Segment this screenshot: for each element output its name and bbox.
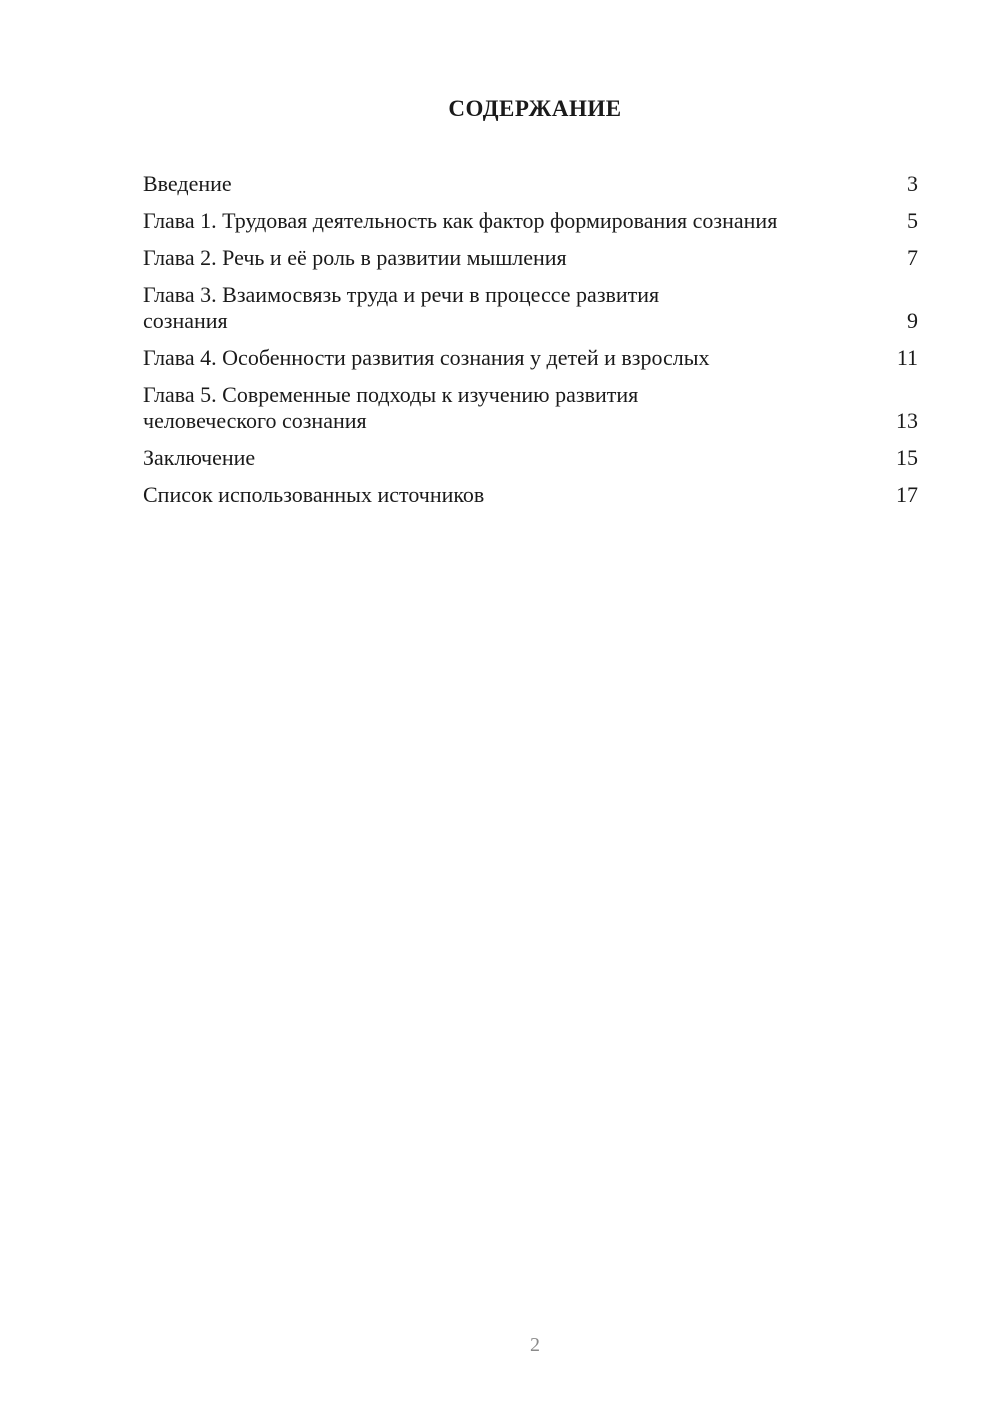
- toc-entry-chapter-4: [143, 345, 918, 371]
- toc-entry-title: Введение: [143, 171, 232, 196]
- toc-entry-title: Список использованных источников: [143, 482, 485, 507]
- toc-entry-title: Глава 2. Речь и её роль в развитии мышления: [143, 245, 567, 270]
- toc-entry-chapter-1: [143, 208, 918, 234]
- toc-entry-references: [143, 482, 918, 508]
- toc-entry-title: Глава 5. Современные подходы к изучению развития человеческого сознания: [143, 382, 639, 433]
- toc-entry-page: 17: [896, 482, 918, 507]
- toc-entry-title: Заключение: [143, 445, 256, 470]
- toc-entry-introduction: [143, 171, 918, 197]
- toc-entry-page: 11: [896, 345, 918, 370]
- table-of-contents: [143, 171, 918, 519]
- toc-entry-chapter-3: [143, 282, 918, 334]
- page-number: 2: [530, 1334, 540, 1356]
- toc-entry-page: 5: [907, 208, 918, 233]
- toc-entry-chapter-2: [143, 245, 918, 271]
- toc-entry-page: 9: [907, 308, 918, 333]
- toc-entry-page: 13: [896, 408, 918, 433]
- toc-entry-title: Глава 1. Трудовая деятельность как фактор формирования сознания: [143, 208, 778, 233]
- toc-entry-page: 3: [907, 171, 918, 196]
- toc-entry-page: 15: [896, 445, 918, 470]
- toc-entry-title: Глава 4. Особенности развития сознания у детей и взрослых: [143, 345, 710, 370]
- toc-entry-page: 7: [907, 245, 918, 270]
- toc-entry-conclusion: [143, 445, 918, 471]
- toc-entry-chapter-5: [143, 382, 918, 434]
- toc-entry-title: Глава 3. Взаимосвязь труда и речи в процессе развития сознания: [143, 282, 660, 333]
- toc-title: СОДЕРЖАНИЕ: [448, 96, 622, 121]
